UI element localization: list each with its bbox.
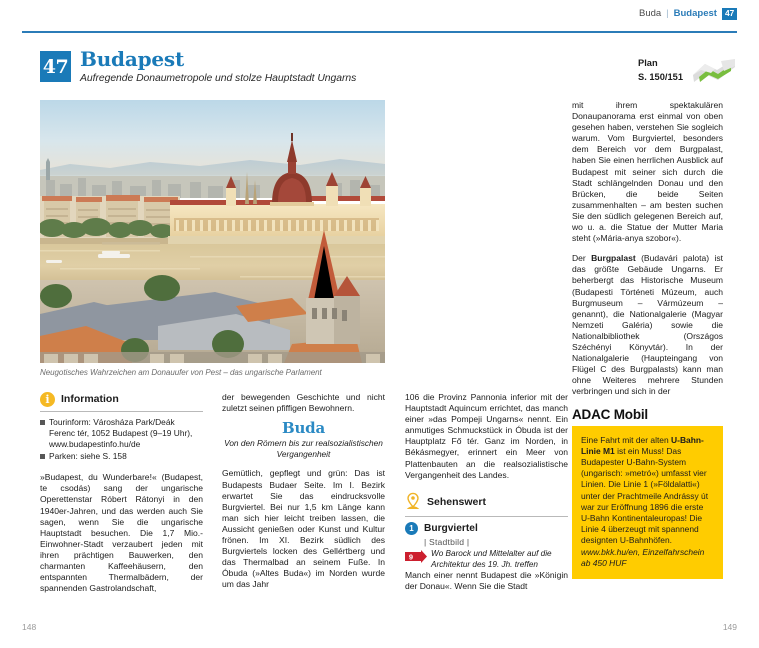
sehenswert-title: Sehenswert bbox=[427, 495, 486, 508]
plan-pages: S. 150/151 bbox=[638, 71, 683, 82]
poi-category: | Stadtbild | bbox=[424, 537, 470, 548]
page-title: Budapest bbox=[80, 47, 184, 71]
burgpalast-rest: (Budavári palota) ist das größte Gebäude Ungarns. Er beherbergt das Historische Museum (Budapesti Történeti Múzeum, auch Burgmuseum – Vármúzeum – genannt), die Nationalgalerie (Magyar Nemzeti Galéria) sowie die Nationalbibliothek (Országos Széchényi Könyvtár). In der Nationalgalerie (Haupteingang von Flügel C des Burgpalasts) kann man ohne Weiteres mehrere Stunden verbringen und sich in der bbox=[572, 253, 723, 397]
header-rule bbox=[22, 31, 737, 33]
title-block bbox=[80, 48, 356, 84]
poi-body-start: Manch einer nennt Budapest die »Königin der Donau«. Wenn Sie die Stadt bbox=[405, 570, 568, 592]
sehenswert-header bbox=[405, 492, 568, 513]
map-pin-icon bbox=[405, 492, 421, 513]
intro-paragraph-part2: der bewegenden Geschichte und nicht zuletzt seinen pfiffigen Bewohnern. bbox=[222, 392, 385, 414]
information-header bbox=[40, 392, 203, 407]
bullet-square-icon bbox=[40, 420, 45, 425]
information-item-text: Tourinform: Városháza Park/Deák Ferenc tér, 1052 Budapest (9–19 Uhr), www.budapestinfo.hu/de bbox=[49, 417, 193, 450]
text-column-3 bbox=[405, 392, 568, 592]
section-heading-buda: Buda bbox=[282, 419, 325, 438]
section-subheading-buda: Von den Römern bis zur realsozialistischen Vergangenheit bbox=[224, 438, 383, 459]
bullet-square-icon bbox=[40, 454, 45, 459]
text-column-4 bbox=[572, 100, 723, 579]
buda-body-part1: Gemütlich, gepflegt und grün: Das ist Budapests Budaer Seite. Im I. Bezirk erwartet Sie das eindrucksvolle Burgviertel. Bei nur 1,5 km Länge kann man sich hier leicht treiben lassen, die Aussicht genießen oder Kunst und Kultur frönen. Im XI. Bezirk südlich des Burgviertels locken des Gellértberg und das Thermalbad an seinem Fuße. In Óbuda (»Altes Buda«) im Norden wurde um das Jahr bbox=[222, 468, 385, 590]
plan-reference[interactable] bbox=[638, 55, 737, 86]
information-item-text: Parken: siehe S. 158 bbox=[49, 451, 127, 462]
page-subtitle: Aufregende Donaumetropole und stolze Hauptstadt Ungarns bbox=[80, 73, 357, 84]
poi-description-row bbox=[405, 549, 568, 570]
burgpalast-bold: Burgpalast bbox=[591, 253, 636, 264]
buda-body-part2: 106 die Provinz Pannonia inferior mit der Hauptstadt Aquincum errichtet, das manch einer »das Pompeji Ungarns« nennt. Ein anmutiges Schmuckstück in Óbuda ist der Hauptplatz Fő tér. Ganz im Norden, in Békásmegyer, erinnert ein Meer von Plattenbauten an die realsozialistische Vergangenheit des Landes. bbox=[405, 392, 568, 480]
running-header-left: Buda bbox=[638, 8, 662, 20]
right-paragraph-1: mit ihrem spektakulären Donaupanorama erst einmal von oben gesehen haben, verstehen Sie sogleich warum. Vom Burgviertel, besonders dem Bereich vor dem Burgpalast, haben Sie einen herrlichen Ausblick auf Budapest mit seiner sich durch die Stadt schlängelnden Donau und den Brücken, die beide Seiten zusammenhalten – am besten suchen Sie den südlich gelegenen Bereich auf, wo u. a. die Statue der Mutter Maria steht (»Mária-anya szobor«). bbox=[572, 100, 723, 244]
plan-label: Plan bbox=[638, 58, 658, 69]
red-flag-icon bbox=[405, 550, 427, 568]
poi-header[interactable] bbox=[405, 522, 568, 535]
burgpalast-lead: Der bbox=[572, 253, 592, 264]
running-header-badge: 47 bbox=[722, 8, 737, 20]
running-header-separator: | bbox=[666, 8, 669, 20]
running-header bbox=[639, 8, 737, 20]
running-header-right: Budapest bbox=[673, 8, 717, 20]
intro-paragraph-part1: »Budapest, du Wunderbare!« (Budapest, te csodás) sang der ungarische Operettenstar Róbert Rátonyi in den 1940er-Jahren, und das werden auch Sie sagen, wenn Sie die ungarische Hauptstadt besuchen. Die 1,7 Mio.-Einwohner-Stadt verzaubert jeden mit ihren prächtigen Bauwerken, den charmanten Kaffeehäusern, den entspannten Thermalbädern, der spannenden Gastrolandschaft, bbox=[40, 472, 203, 594]
page-number-right: 149 bbox=[722, 622, 737, 632]
adac-text-lead: Eine Fahrt mit der alten bbox=[581, 434, 672, 445]
information-item bbox=[40, 417, 203, 450]
sehenswert-rule bbox=[405, 516, 568, 517]
chapter-number-badge: 47 bbox=[40, 51, 71, 82]
information-title: Information bbox=[61, 392, 119, 405]
plan-text bbox=[638, 57, 683, 84]
right-paragraph-2 bbox=[572, 253, 723, 397]
info-icon: i bbox=[40, 392, 55, 407]
map-icon bbox=[691, 55, 737, 86]
poi-name: Burgviertel bbox=[424, 523, 478, 535]
budapest-panorama-photo bbox=[40, 100, 385, 363]
adac-text-bold: U-Bahn-Linie M1 bbox=[581, 434, 704, 456]
adac-mobil-box bbox=[572, 426, 723, 579]
information-rule bbox=[40, 411, 203, 412]
photo-caption: Neugotisches Wahrzeichen am Donauufer von Pest – das ungarische Parlament bbox=[40, 368, 322, 377]
text-column-1 bbox=[40, 392, 203, 594]
poi-description: Wo Barock und Mittelalter auf die Architektur des 19. Jh. treffen bbox=[431, 549, 552, 569]
adac-mobil-title: ADAC Mobil bbox=[572, 407, 648, 423]
poi-number-badge: 1 bbox=[405, 522, 418, 535]
text-column-2 bbox=[222, 392, 385, 591]
page-number-left: 148 bbox=[22, 622, 37, 632]
adac-source: www.bkk.hu/en, Einzelfahrschein ab 450 HUF bbox=[581, 546, 705, 568]
adac-text-rest: ist ein Muss! Das Budapester U-Bahn-System (ungarisch: »metró«) umfasst vier Linien. Die Linie 1 (»Földalatti«) unter der Prachtmeile Andrássy út war zur Eröffnung 1896 die erste U-Bahn Kontinentaleuropas! Die Linie 4 überzeugt mit spannend designten U-Bahnhöfen. bbox=[581, 445, 709, 546]
information-item bbox=[40, 451, 203, 462]
svg-text:9: 9 bbox=[408, 552, 414, 562]
